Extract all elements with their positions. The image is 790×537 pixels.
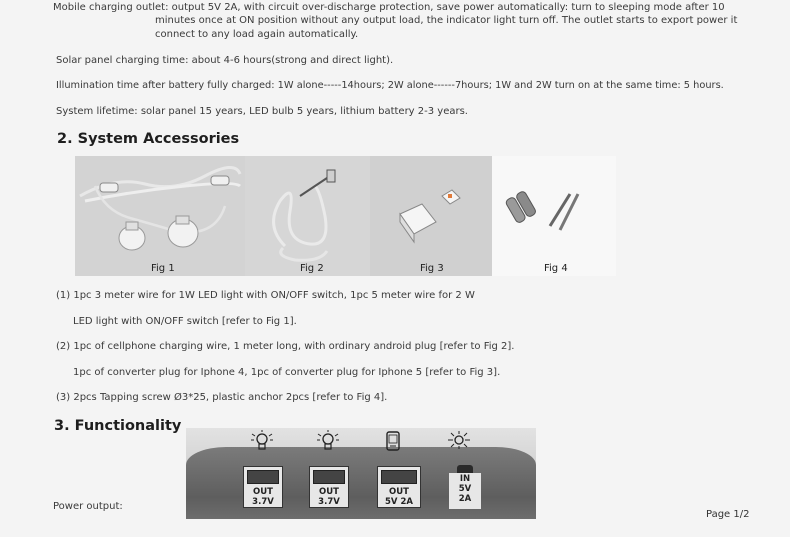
output-socket-1 (243, 466, 283, 508)
accessory-item-2-cont: 1pc of converter plug for Iphone 4, 1pc of converter plug for Iphone 5 [refer to Fig 3]. (73, 367, 501, 378)
fig-1-photo (75, 156, 245, 276)
solar-charging-time: Solar panel charging time: about 4-6 hours(strong and direct light). (56, 55, 394, 66)
socket-label-line2: 5V 2A (385, 497, 413, 507)
bulb-icon (316, 430, 340, 452)
socket-label-line1: OUT (253, 487, 273, 497)
accessory-item-1-cont: LED light with ON/OFF switch [refer to Fig 1]. (73, 316, 297, 327)
illumination-time: Illumination time after battery fully charged: 1W alone-----14hours; 2W alone------7hours; 1W and 2W turn on at the same time: 5 hours. (56, 80, 724, 91)
section-heading-functionality: 3. Functionality (54, 418, 182, 434)
phone-icon (385, 430, 401, 452)
usb-slot (313, 470, 345, 484)
fig-3-label: Fig 3 (420, 263, 444, 274)
screws-anchors-image (492, 156, 616, 276)
fig-2-label: Fig 2 (300, 263, 324, 274)
output-socket-2 (309, 466, 349, 508)
system-lifetime: System lifetime: solar panel 15 years, LED bulb 5 years, lithium battery 2-3 years. (56, 106, 468, 117)
page-number: Page 1/2 (706, 509, 750, 520)
output-socket-3 (377, 466, 421, 508)
socket-label-line1: OUT (319, 487, 339, 497)
sun-icon (446, 430, 472, 450)
usb-slot (247, 470, 279, 484)
outlet-spec-line-1: Mobile charging outlet: output 5V 2A, with circuit over-discharge protection, save power automatically: turn to sleeping mode after 10 (53, 2, 725, 13)
socket-label-line1: IN (459, 474, 471, 484)
socket-label-line3: 2A (458, 494, 472, 504)
cable-bulbs-image (75, 156, 245, 276)
section-heading-accessories: 2. System Accessories (57, 131, 240, 147)
accessory-item-3: (3) 2pcs Tapping screw Ø3*25, plastic anchor 2pcs [refer to Fig 4]. (56, 392, 388, 403)
fig-2-photo (245, 156, 370, 276)
charging-wire-image (245, 156, 370, 276)
input-socket (449, 463, 481, 509)
socket-label-line2: 3.7V (318, 497, 340, 507)
fig-1-label: Fig 1 (151, 263, 175, 274)
socket-label-line1: OUT (389, 487, 409, 497)
control-panel-face (186, 447, 536, 519)
bulb-icon (250, 430, 274, 452)
accessories-photo-strip (75, 156, 616, 276)
socket-label-line2: 5V (458, 484, 472, 494)
accessory-item-1: (1) 1pc 3 meter wire for 1W LED light with ON/OFF switch, 1pc 5 meter wire for 2 W (56, 290, 475, 301)
outlet-spec-line-3: connect to any load again automatically. (155, 29, 359, 40)
outlet-spec-line-2: minutes once at ON position without any output load, the indicator light turn off. The outlet starts to export power it (155, 15, 738, 26)
fig-4-label: Fig 4 (544, 263, 568, 274)
socket-label-line2: 3.7V (252, 497, 274, 507)
fig-4-photo (492, 156, 616, 276)
dc-input-jack (457, 465, 473, 473)
fig-3-photo (370, 156, 492, 276)
converter-plug-image (370, 156, 492, 276)
accessory-item-2: (2) 1pc of cellphone charging wire, 1 meter long, with ordinary android plug [refer to Fig 2]. (56, 341, 515, 352)
power-output-label: Power output: (53, 501, 123, 512)
input-label-box (449, 473, 481, 509)
usb-slot (381, 470, 417, 484)
